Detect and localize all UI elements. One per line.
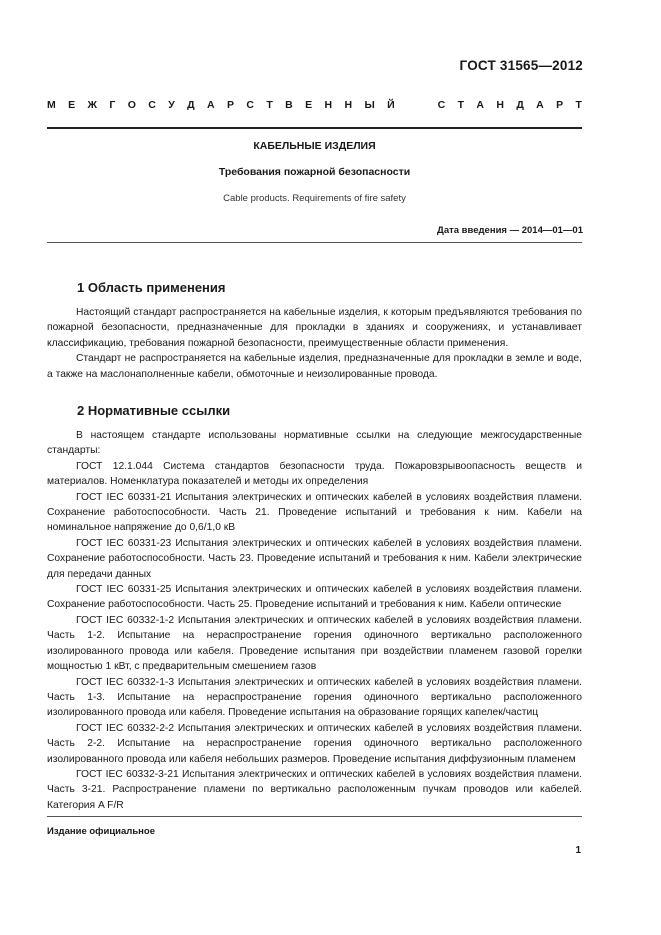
banner-letter: С	[437, 99, 446, 111]
page-number: 1	[575, 845, 581, 856]
banner-gap	[422, 99, 425, 111]
banner-letter: С	[148, 99, 156, 111]
banner-gap	[407, 99, 410, 111]
reference-item: ГОСТ IEC 60331-21 Испытания электрических и оптических кабелей в условиях воздействия пламени. Сохранение работоспособности. Часть 21. Проведение испытаний и требования к ним. Кабели на номинальное напряжение до 0,6/1,0 кВ	[47, 491, 582, 534]
section-1-body	[47, 305, 582, 382]
reference-item: ГОСТ IEC 60332-2-2 Испытания электрических и оптических кабелей в условиях воздействия пламени. Часть 2-2. Испытание на нераспространение горения одиночного вертикально расположенного изолированного провода или кабеля небольших размеров. Проведение испытания диффузионным пламенем	[47, 722, 582, 765]
header-divider	[47, 127, 582, 129]
introduction-date: Дата введения — 2014—01—01	[437, 225, 583, 236]
banner-letter: Ы	[364, 99, 375, 111]
footer-divider	[47, 816, 582, 817]
banner-letter: Н	[324, 99, 333, 111]
paragraph: Настоящий стандарт распространяется на кабельные изделия, к которым предъявляются требования по пожарной безопасности, предназначенные для прокладки в зданиях и сооружениях, и устанавливает классификацию, требования пожарной безопасности, преимущественные области применения.	[47, 307, 582, 349]
reference-item: ГОСТ IEC 60332-3-21 Испытания электрических и оптических кабелей в условиях воздействия пламени. Часть 3-21. Распространение пламени по вертикально расположенным пучкам проводов или кабелей. Категория A F/R	[47, 768, 582, 811]
banner-letter: А	[207, 99, 215, 111]
banner-letter: Н	[344, 99, 353, 111]
banner-letter: Г	[109, 99, 116, 111]
reference-item: ГОСТ IEC 60331-23 Испытания электрических и оптических кабелей в условиях воздействия пламени. Сохранение работоспособности. Часть 23. Проведение испытаний и требования к ним. Кабели электрические для передачи данных	[47, 537, 582, 580]
banner-letter: Р	[226, 99, 234, 111]
reference-item: ГОСТ 12.1.044 Система стандартов безопасности труда. Пожаровзрывоопасность веществ и материалов. Номенклатура показателей и методы их определения	[47, 460, 582, 488]
paragraph: Стандарт не распространяется на кабельные изделия, предназначенные для прокладки в земле и воде, а также на маслонаполненные кабели, обмоточные и неизолированные провода.	[47, 353, 582, 380]
banner-letter: Т	[575, 99, 582, 111]
banner-letter: Й	[387, 99, 395, 111]
banner-letter: Н	[496, 99, 504, 111]
banner-letter: Р	[556, 99, 564, 111]
section-1-heading: 1 Область применения	[77, 280, 226, 295]
banner-letter: О	[127, 99, 136, 111]
banner-letter: Ж	[87, 99, 98, 111]
banner-letter: Т	[266, 99, 273, 111]
document-code: ГОСТ 31565—2012	[459, 58, 583, 73]
banner-letter: С	[246, 99, 254, 111]
document-title: КАБЕЛЬНЫЕ ИЗДЕЛИЯ	[253, 140, 376, 152]
banner-letter: Д	[516, 99, 524, 111]
banner-letter: У	[168, 99, 175, 111]
document-subtitle: Требования пожарной безопасности	[218, 166, 411, 178]
reference-item: ГОСТ IEC 60332-1-2 Испытания электрических и оптических кабелей в условиях воздействия пламени. Часть 1-2. Испытание на нераспространение горения одиночного вертикально расположенного изолированного провода или кабеля. Проведение испытания при воздействии пламенем газовой горелки мощностью 1 кВт, с предварительным смешением газов	[47, 614, 582, 673]
paragraph: В настоящем стандарте использованы нормативные ссылки на следующие межгосударственные стандарты:	[47, 430, 582, 457]
standard-banner	[47, 99, 582, 111]
section-2-body	[47, 428, 582, 813]
date-divider	[47, 242, 582, 243]
banner-letter: Е	[305, 99, 313, 111]
reference-item: ГОСТ IEC 60331-25 Испытания электрических и оптических кабелей в условиях воздействия пламени. Сохранение работоспособности. Часть 25. Проведение испытаний и требования к ним. Кабели оптические	[47, 584, 582, 611]
banner-letter: М	[47, 99, 56, 111]
section-2-heading: 2 Нормативные ссылки	[77, 403, 231, 418]
banner-letter: А	[476, 99, 484, 111]
banner-letter: Т	[457, 99, 464, 111]
edition-label: Издание официальное	[47, 826, 155, 837]
banner-letter: А	[536, 99, 544, 111]
banner-letter: В	[285, 99, 293, 111]
reference-item: ГОСТ IEC 60332-1-3 Испытания электрических и оптических кабелей в условиях воздействия пламени. Часть 1-3. Испытание на нераспространение горения одиночного вертикально расположенного изолированного провода или кабеля. Проведение испытания на образование горящих капелек/частиц	[47, 676, 582, 719]
banner-letter: Е	[68, 99, 76, 111]
banner-letter: Д	[187, 99, 195, 111]
english-title: Cable products. Requirements of fire safety	[223, 193, 406, 204]
